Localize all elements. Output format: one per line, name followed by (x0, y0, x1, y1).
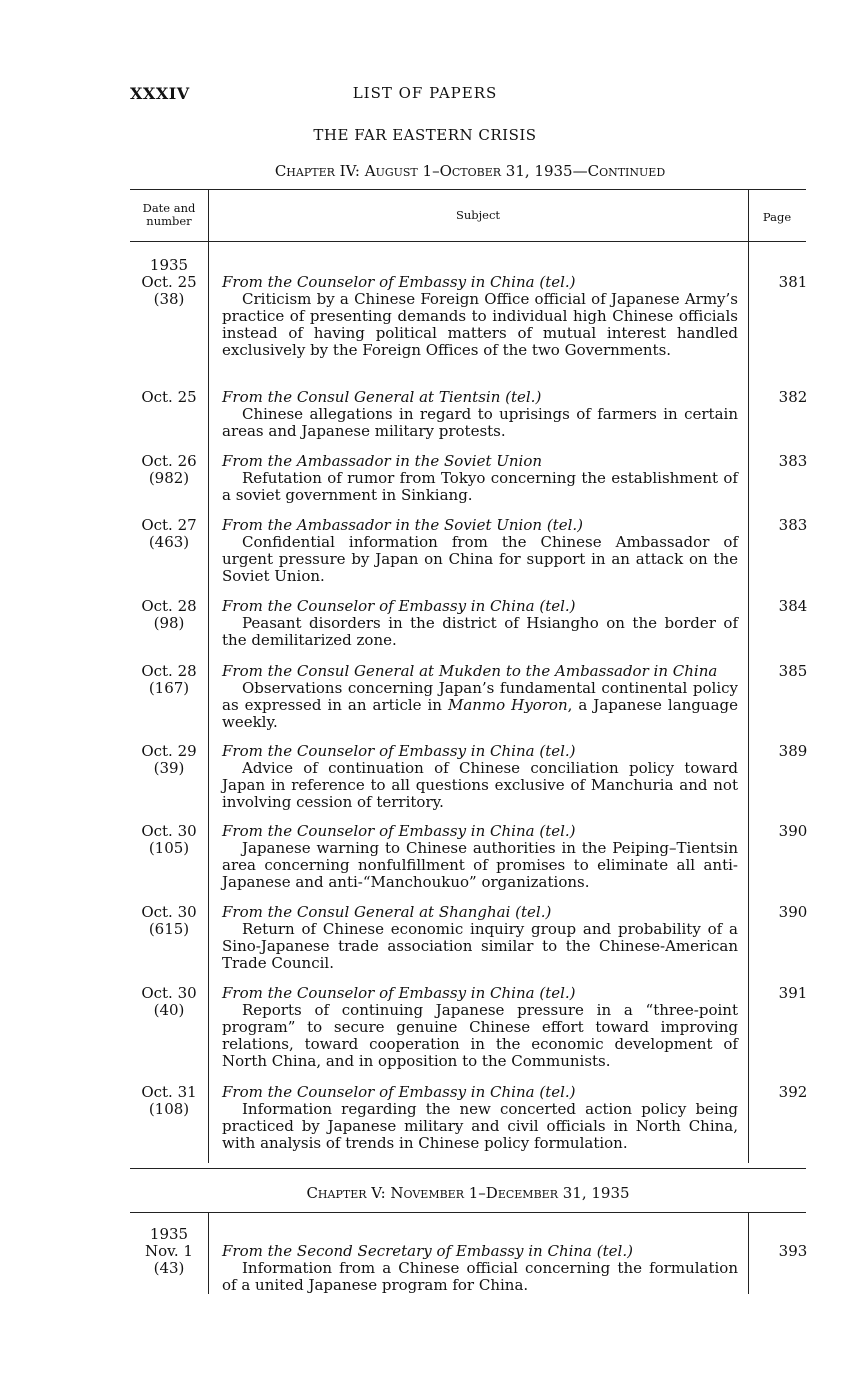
table-top-rule (130, 189, 806, 190)
subject-cell (222, 1084, 738, 1152)
page-reference: 392 (778, 1083, 808, 1101)
subject-cell (222, 453, 738, 504)
date-cell (130, 1084, 208, 1118)
date: Oct. 25 (141, 273, 197, 291)
date: Oct. 25 (141, 388, 197, 406)
sender: From the Counselor of Embassy in China (tel.) (222, 984, 576, 1002)
page-reference: 385 (778, 662, 808, 680)
sender: From the Consul General at Mukden to the Ambassador in China (222, 662, 718, 680)
paper-number: (463) (148, 533, 190, 551)
page-reference: 382 (778, 388, 808, 406)
column-divider-date (208, 189, 209, 1163)
date-cell (130, 904, 208, 938)
description-text: Observations concerning Japan’s fundamental continental policy as expressed in an article in (222, 679, 738, 714)
date-cell (130, 453, 208, 487)
sender: From the Second Secretary of Embassy in China (tel.) (222, 1242, 633, 1260)
paper-number: (108) (148, 1100, 190, 1118)
date: Oct. 30 (141, 822, 197, 840)
subject-cell (222, 1243, 738, 1294)
paper-number: (105) (148, 839, 190, 857)
paper-number: (98) (153, 614, 185, 632)
description: Peasant disorders in the district of Hsiangho on the border of the demilitarized zone. (222, 614, 738, 649)
page-reference: 390 (778, 903, 808, 921)
page-number: XXXIV (130, 84, 190, 103)
description-text: , a Japanese language weekly. (222, 696, 738, 731)
paper-number: (39) (153, 759, 185, 777)
column-header-date-line1: Date and (142, 201, 196, 215)
date: Oct. 30 (141, 903, 197, 921)
page-reference: 393 (778, 1242, 808, 1260)
description: Advice of continuation of Chinese conciliation policy toward Japan in reference to all questions exclusive of Manchuria and not involving cession of territory. (222, 759, 738, 811)
description: Reports of continuing Japanese pressure in a “three-point program” to secure genuine Chinese effort toward improving relations, toward cooperation in the economic development of North China, and in opposition to the Communists. (222, 1001, 738, 1070)
column-header-date-line2: number (146, 214, 192, 228)
description: Information from a Chinese official concerning the formulation of a united Japanese program for China. (222, 1259, 738, 1294)
date: Oct. 26 (141, 452, 197, 470)
paper-number: (982) (148, 469, 190, 487)
subject-cell (222, 274, 738, 359)
column-divider-page (748, 189, 749, 1163)
column-header-page: Page (762, 210, 792, 224)
description: Confidential information from the Chinese Ambassador of urgent pressure by Japan on China for support in an attack on the Soviet Union. (222, 533, 738, 585)
description: Chinese allegations in regard to uprisings of farmers in certain areas and Japanese military protests. (222, 405, 738, 440)
table-bottom-rule (130, 1168, 806, 1169)
paper-number: (38) (153, 290, 185, 308)
sender: From the Counselor of Embassy in China (tel.) (222, 742, 576, 760)
column-header-date (130, 202, 208, 228)
sender: From the Ambassador in the Soviet Union (222, 452, 543, 470)
paper-number: (167) (148, 679, 190, 697)
page-reference: 390 (778, 822, 808, 840)
sender: From the Counselor of Embassy in China (tel.) (222, 822, 576, 840)
subject-cell (222, 598, 738, 649)
date: Oct. 30 (141, 984, 197, 1002)
date: Oct. 29 (141, 742, 197, 760)
date-cell (130, 389, 208, 406)
date: Oct. 28 (141, 597, 197, 615)
subject-cell (222, 985, 738, 1070)
column-header-subject: Subject (455, 208, 501, 222)
subject-cell (222, 663, 738, 731)
paper-number: (43) (153, 1259, 185, 1277)
description (222, 680, 738, 731)
subject-cell (222, 904, 738, 972)
description: Information regarding the new concerted action policy being practiced by Japanese military and civil officials in North China, with analysis of trends in Chinese policy formulation. (222, 1100, 738, 1152)
subject-cell (222, 743, 738, 811)
year: 1935 (149, 1225, 189, 1243)
sender: From the Ambassador in the Soviet Union (tel.) (222, 516, 583, 534)
column-divider-page (748, 1212, 749, 1294)
date-cell (130, 823, 208, 857)
chapter-iv-heading: Chapter IV: August 1–October 31, 1935—Continued (274, 162, 666, 180)
date-cell (130, 985, 208, 1019)
date-cell (130, 517, 208, 551)
date-cell (130, 663, 208, 697)
date-cell (130, 1226, 208, 1277)
chapter-v-heading: Chapter V: November 1–December 31, 1935 (306, 1184, 630, 1202)
table-header-rule (130, 241, 806, 242)
sender: From the Counselor of Embassy in China (tel.) (222, 597, 576, 615)
date-cell (130, 598, 208, 632)
sender: From the Consul General at Tientsin (tel.) (222, 388, 542, 406)
date: Oct. 31 (141, 1083, 197, 1101)
column-divider-date (208, 1212, 209, 1294)
page-reference: 381 (778, 273, 808, 291)
date: Oct. 28 (141, 662, 197, 680)
date: Oct. 27 (141, 516, 197, 534)
publication-title: Manmo Hyoron (447, 696, 568, 714)
description: Return of Chinese economic inquiry group and probability of a Sino-Japanese trade association similar to the Chinese-American Trade Council. (222, 920, 738, 972)
sender: From the Consul General at Shanghai (tel.) (222, 903, 552, 921)
page-reference: 391 (778, 984, 808, 1002)
year: 1935 (149, 256, 189, 274)
description: Criticism by a Chinese Foreign Office official of Japanese Army’s practice of presenting demands to individual high Chinese officials instead of having political matters of mutual interest handled exclusively by the Foreign Offices of the two Governments. (222, 290, 738, 359)
description: Japanese warning to Chinese authorities in the Peiping–Tientsin area concerning nonfulfillment of promises to eliminate all anti-Japanese and anti-“Manchoukuo” organizations. (222, 839, 738, 891)
date-cell (130, 743, 208, 777)
subject-cell (222, 517, 738, 585)
date-cell (130, 257, 208, 308)
page-reference: 383 (778, 452, 808, 470)
date: Nov. 1 (145, 1242, 193, 1260)
running-title: LIST OF PAPERS (352, 84, 498, 102)
page-reference: 383 (778, 516, 808, 534)
sender: From the Counselor of Embassy in China (tel.) (222, 273, 576, 291)
paper-number: (615) (148, 920, 190, 938)
page-reference: 389 (778, 742, 808, 760)
subject-cell (222, 823, 738, 891)
sender: From the Counselor of Embassy in China (tel.) (222, 1083, 576, 1101)
paper-number: (40) (153, 1001, 185, 1019)
chapter-v-top-rule (130, 1212, 806, 1213)
description: Refutation of rumor from Tokyo concerning the establishment of a soviet government in Sinkiang. (222, 469, 738, 504)
page-reference: 384 (778, 597, 808, 615)
section-title: THE FAR EASTERN CRISIS (313, 126, 537, 144)
subject-cell (222, 389, 738, 440)
